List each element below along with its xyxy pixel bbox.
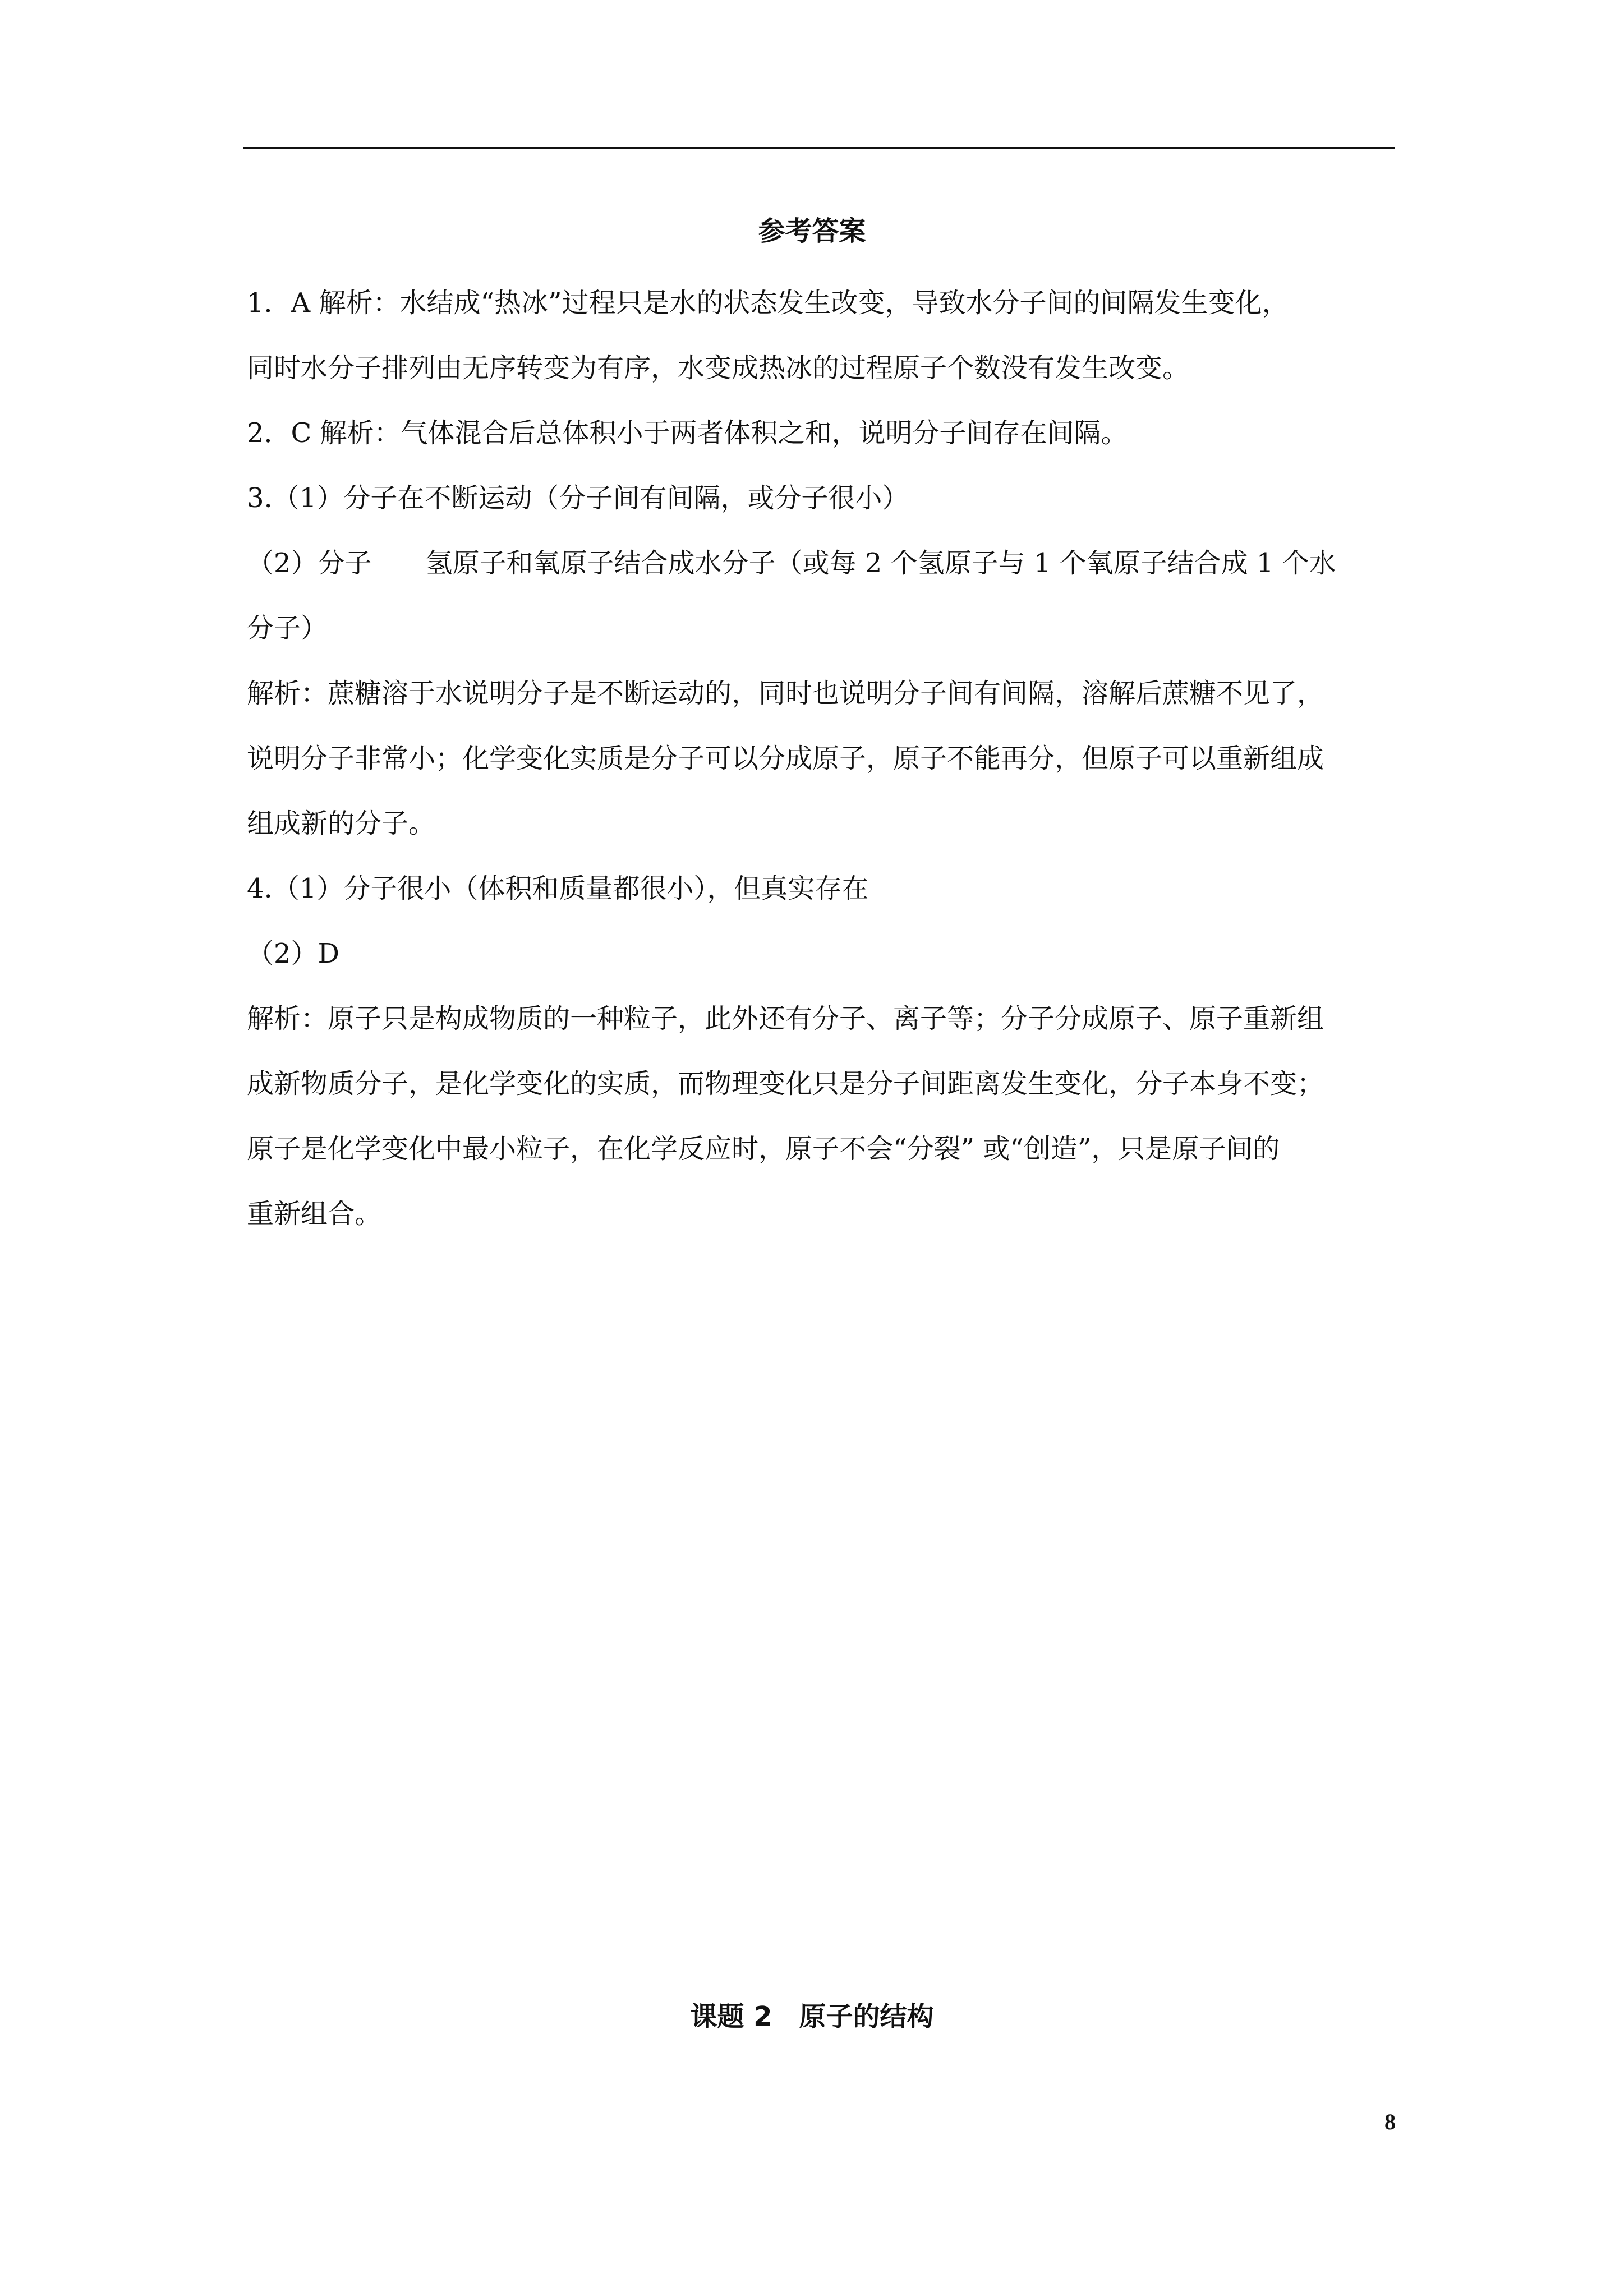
answer-title: 参考答案 xyxy=(758,215,866,247)
header-rule xyxy=(243,147,1395,149)
answer-line: 1．A 解析：水结成“热冰”过程只是水的状态发生改变，导致水分子间的间隔发生变化， xyxy=(247,287,1289,319)
page-number: 8 xyxy=(1384,2109,1396,2134)
answer-line: 原子是化学变化中最小粒子，在化学反应时，原子不会“分裂” 或“创造”，只是原子间的 xyxy=(247,1133,1280,1165)
answer-line: 重新组合。 xyxy=(247,1198,382,1230)
answer-line: 同时水分子排列由无序转变为有序，水变成热冰的过程原子个数没有发生改变。 xyxy=(247,352,1190,384)
answer-line: 2．C 解析：气体混合后总体积小于两者体积之和，说明分子间存在间隔。 xyxy=(247,417,1128,449)
answer-line: 解析：原子只是构成物质的一种粒子，此外还有分子、离子等；分子分成原子、原子重新组 xyxy=(247,1003,1324,1034)
answer-line: 解析：蔗糖溶于水说明分子是不断运动的，同时也说明分子间有间隔，溶解后蔗糖不见了， xyxy=(247,678,1324,709)
answer-line: 分子） xyxy=(247,613,328,644)
answer-line: 4.（1）分子很小（体积和质量都很小），但真实存在 xyxy=(247,873,869,904)
answer-line: （2）D xyxy=(247,938,340,969)
answer-line: （2）分子 氢原子和氧原子结合成水分子（或每 2 个氢原子与 1 个氧原子结合成 1 个水 xyxy=(247,547,1336,579)
answer-line: 说明分子非常小；化学变化实质是分子可以分成原子，原子不能再分，但原子可以重新组成 xyxy=(247,743,1324,774)
answer-line: 成新物质分子，是化学变化的实质，而物理变化只是分子间距离发生变化，分子本身不变； xyxy=(247,1068,1324,1099)
answer-body xyxy=(247,270,1397,1246)
answer-line: 3.（1）分子在不断运动（分子间有间隔，或分子很小） xyxy=(247,482,909,514)
section-title: 课题 2 原子的结构 xyxy=(690,2001,934,2032)
answer-line: 组成新的分子。 xyxy=(247,808,436,839)
